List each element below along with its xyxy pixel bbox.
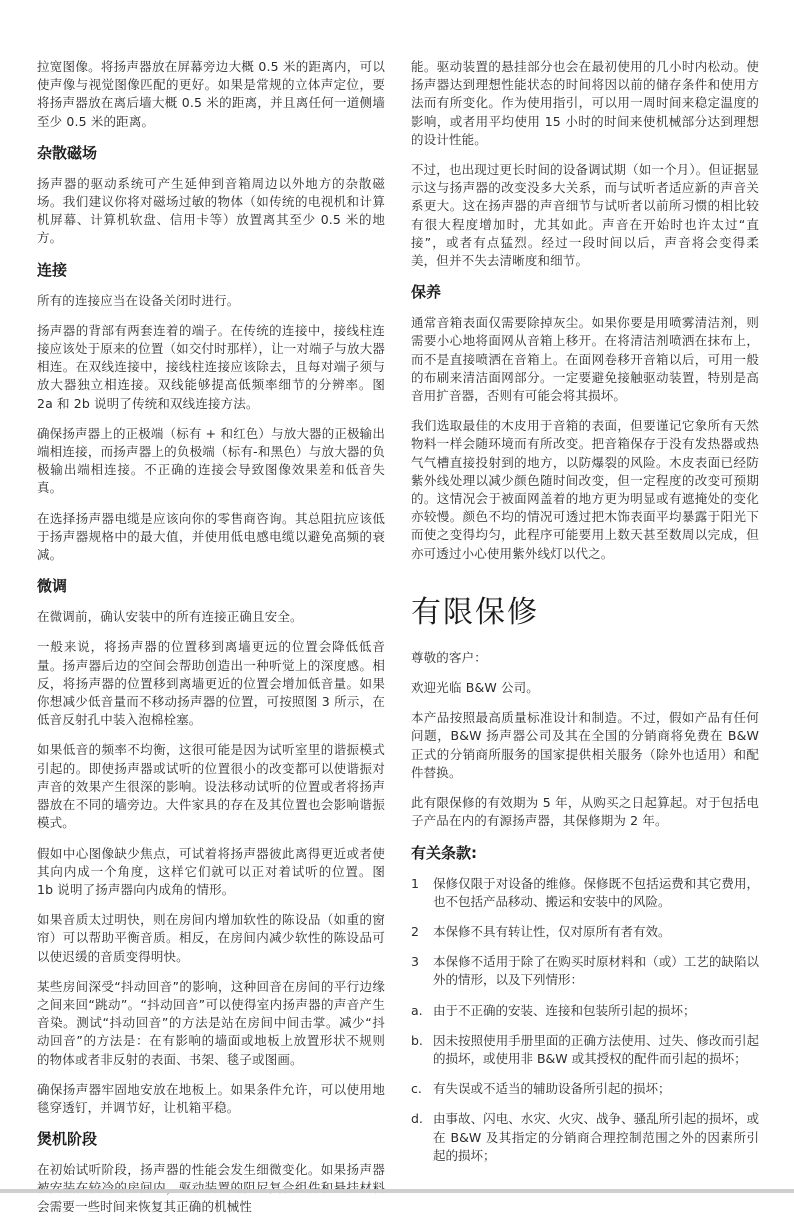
item-number: c.	[411, 1081, 422, 1097]
item-number: d.	[411, 1111, 423, 1127]
paragraph: 本产品按照最高质量标准设计和制造。不过，假如产品有任何问题，B&W 扬声器公司及其在全国的分销商将免费在 B&W 正式的分销商所服务的国家提供相关服务（除外也适用）和配件替换。	[411, 710, 759, 780]
item-number: b.	[411, 1032, 423, 1048]
terms-list	[411, 875, 759, 1165]
list-item	[411, 1080, 759, 1098]
section-heading-tune: 微调	[37, 577, 68, 596]
paragraph: 尊敬的客户：	[411, 649, 487, 665]
list-item	[411, 1002, 759, 1020]
paragraph: 所有的连接应当在设备关闭时进行。	[37, 292, 240, 308]
section-heading-breakin: 煲机阶段	[37, 1130, 98, 1149]
paragraph: 确保扬声器牢固地安放在地板上。如果条件允许，可以使用地毯穿透钉，并调节好，让机箱平稳。	[37, 1081, 385, 1115]
list-item	[411, 953, 759, 989]
paragraph: 扬声器的驱动系统可产生延伸到音箱周边以外地方的杂散磁场。我们建议你将对磁场过敏的物体（如传统的电视机和计算机屏幕、计算机软盘、信用卡等）放置离其至少 0.5 米的地方。	[37, 175, 385, 246]
paragraph: 此有限保修的有效期为 5 年，从购买之日起算起。对于包括电子产品在内的有源扬声器，其保修期为 2 年。	[411, 795, 759, 829]
item-number: 3	[411, 954, 419, 970]
paragraph: 我们选取最佳的木皮用于音箱的表面，但要谨记它象所有天然物料一样会随环境而有所改变。把音箱保存于没有发热器或热气气槽直接投射到的地方，以防爆裂的风险。木皮表面已经防紫外线处理以减少颜色随时间改变，但一定程度的改变可预期的。这情况会于被面网盖着的地方更为明显或有遮掩处的变化亦较慢。颜色不均的情况可透过把木饰表面平均暴露于阳光下而使之变得均匀，此程序可能要用上数天甚至数周以完成，但亦可透过小心使用紫外线灯以代之。	[411, 418, 759, 561]
right-column	[411, 58, 759, 1177]
list-item	[411, 1032, 759, 1068]
item-text: 本保修不具有转让性，仅对原所有者有效。	[433, 923, 671, 939]
paragraph: 能。驱动装置的悬挂部分也会在最初使用的几小时内松动。使扬声器达到理想性能状态的时间将因以前的储存条件和使用方法而有所变化。作为使用指引，可以用一周时间来稳定温度的影响，或者用平均使用 15 小时的时间来使机械部分达到理想的设计性能。	[411, 59, 759, 147]
item-text: 由于不正确的安装、连接和包装所引起的损坏；	[433, 1002, 696, 1018]
section-heading-connect: 连接	[37, 260, 68, 279]
list-item	[411, 923, 759, 941]
item-text: 本保修不适用于除了在购买时原材料和（或）工艺的缺陷以外的情形，以及下列情形：	[433, 954, 759, 988]
paragraph: 如果音质太过明快，则在房间内增加软性的陈设品（如重的窗帘）可以帮助平衡音质。相反，在房间内减少软性的陈设品可以使迟缓的音质变得明快。	[37, 912, 385, 964]
section-heading-care: 保养	[411, 283, 442, 302]
item-text: 有失误或不适当的辅助设备所引起的损坏；	[433, 1081, 671, 1097]
paragraph: 在初始试听阶段，扬声器的性能会发生细微变化。如果扬声器被安装在较冷的房间内，驱动装置的阻尼复合组件和悬挂材料会需要一些时间来恢复其正确的机械性	[37, 1162, 385, 1214]
paragraph: 欢迎光临 B&W 公司。	[411, 680, 539, 696]
left-column	[37, 58, 385, 1228]
list-item	[411, 875, 759, 911]
warranty-title: 有限保修	[411, 594, 539, 630]
item-text: 由事故、闪电、水灾、火灾、战争、骚乱所引起的损坏，或在 B&W 及其指定的分销商合理控制范围之外的因素所引起的损坏；	[433, 1111, 759, 1163]
paragraph: 在选择扬声器电缆是应该向你的零售商咨询。其总阻抗应该低于扬声器规格中的最大值，并使用低电感电缆以避免高频的衰减。	[37, 510, 385, 563]
paragraph: 一般来说，将扬声器的位置移到离墙更远的位置会降低低音量。扬声器后边的空间会帮助创造出一种听觉上的深度感。相反，将扬声器的位置移到离墙更近的位置会增加低音量。如果你想减少低音量而不移动扬声器的位置，可按照图 3 所示，在低音反射孔中装入泡棉栓塞。	[37, 639, 385, 728]
item-number: 1	[411, 875, 419, 891]
paragraph: 在微调前，确认安装中的所有连接正确且安全。	[37, 609, 303, 625]
paragraph: 拉宽图像。将扬声器放在屏幕旁边大概 0.5 米的距离内，可以使声像与视觉图像匹配的更好。如果是常规的立体声定位，要将扬声器放在离后墙大概 0.5 米的距离，并且离任何一道侧墙至少 0.5 米的距离。	[37, 59, 385, 129]
paragraph: 某些房间深受“抖动回音”的影响，这种回音在房间的平行边缘之间来回“跳动”。“抖动回音”可以使得室内扬声器的声音产生音染。测试“抖动回音”的方法是站在房间中间击掌。减少“抖动回音”的方法是：在有影响的墙面或地板上放置形状不规则的物体或者非反射的表面、书架、毯子或图画。	[37, 978, 385, 1067]
paragraph: 不过，也出现过更长时间的设备调试期（如一个月）。但证据显示这与扬声器的改变没多大关系，而与试听者适应新的声音关系更大。这在扬声器的声音细节与试听者以前所习惯的相比较有很大程度增加时，尤其如此。声音在开始时也许太过“直接”，或者有点猛烈。经过一段时间以后，声音将会变得柔美，但并不失去清晰度和细节。	[411, 162, 759, 269]
paragraph: 如果低音的频率不均衡，这很可能是因为试听室里的谐振模式引起的。即使扬声器或试听的位置很小的改变都可以使谐振对声音的效果产生很深的影响。设法移动试听的位置或者将扬声器放在不同的墙旁边。大件家具的存在及其位置也会影响谐振模式。	[37, 742, 385, 831]
item-number: a.	[411, 1002, 423, 1018]
paragraph: 确保扬声器上的正极端（标有 + 和红色）与放大器的正极输出端相连接，而扬声器上的负极端（标有-和黑色）与放大器的负极输出端相连接。不正确的连接会导致图像效果差和低音失真。	[37, 425, 385, 496]
section-heading-magnetic: 杂散磁场	[37, 143, 98, 162]
item-text: 因未按照使用手册里面的正确方法使用、过失、修改而引起的损坏，或使用非 B&W 或其授权的配件而引起的损坏；	[433, 1032, 759, 1066]
item-number: 2	[411, 923, 419, 939]
list-item	[411, 1110, 759, 1165]
paragraph: 扬声器的背部有两套连着的端子。在传统的连接中，接线柱连接应该处于原来的位置（如交付时那样），让一对端子与放大器相连。在双线连接中，接线柱连接应该除去，且每对端子须与放大器独立相连接。双线能够提高低频率细节的分辨率。图 2a 和 2b 说明了传统和双线连接方法。	[37, 322, 385, 411]
page-bottom-rule	[0, 1183, 794, 1193]
item-text: 保修仅限于对设备的维修。保修既不包括运费和其它费用，也不包括产品移动、搬运和安装中的风险。	[433, 875, 759, 909]
section-heading-terms: 有关条款:	[411, 843, 477, 862]
paragraph: 通常音箱表面仅需要除掉灰尘。如果你要是用喷雾清洁剂，则需要小心地将面网从音箱上移开。在将清洁剂喷洒在抹布上，而不是直接喷洒在音箱上。在面网卷移开音箱以后，可用一般的布刷来清洁面网部分。一定要避免接触驱动装置，特别是高音用扩音器，否则有可能会将其损坏。	[411, 315, 759, 404]
paragraph: 假如中心图像缺少焦点，可试着将扬声器彼此离得更近或者使其向内成一个角度，这样它们就可以正对着试听的位置。图 1b 说明了扬声器向内成角的情形。	[37, 845, 385, 897]
